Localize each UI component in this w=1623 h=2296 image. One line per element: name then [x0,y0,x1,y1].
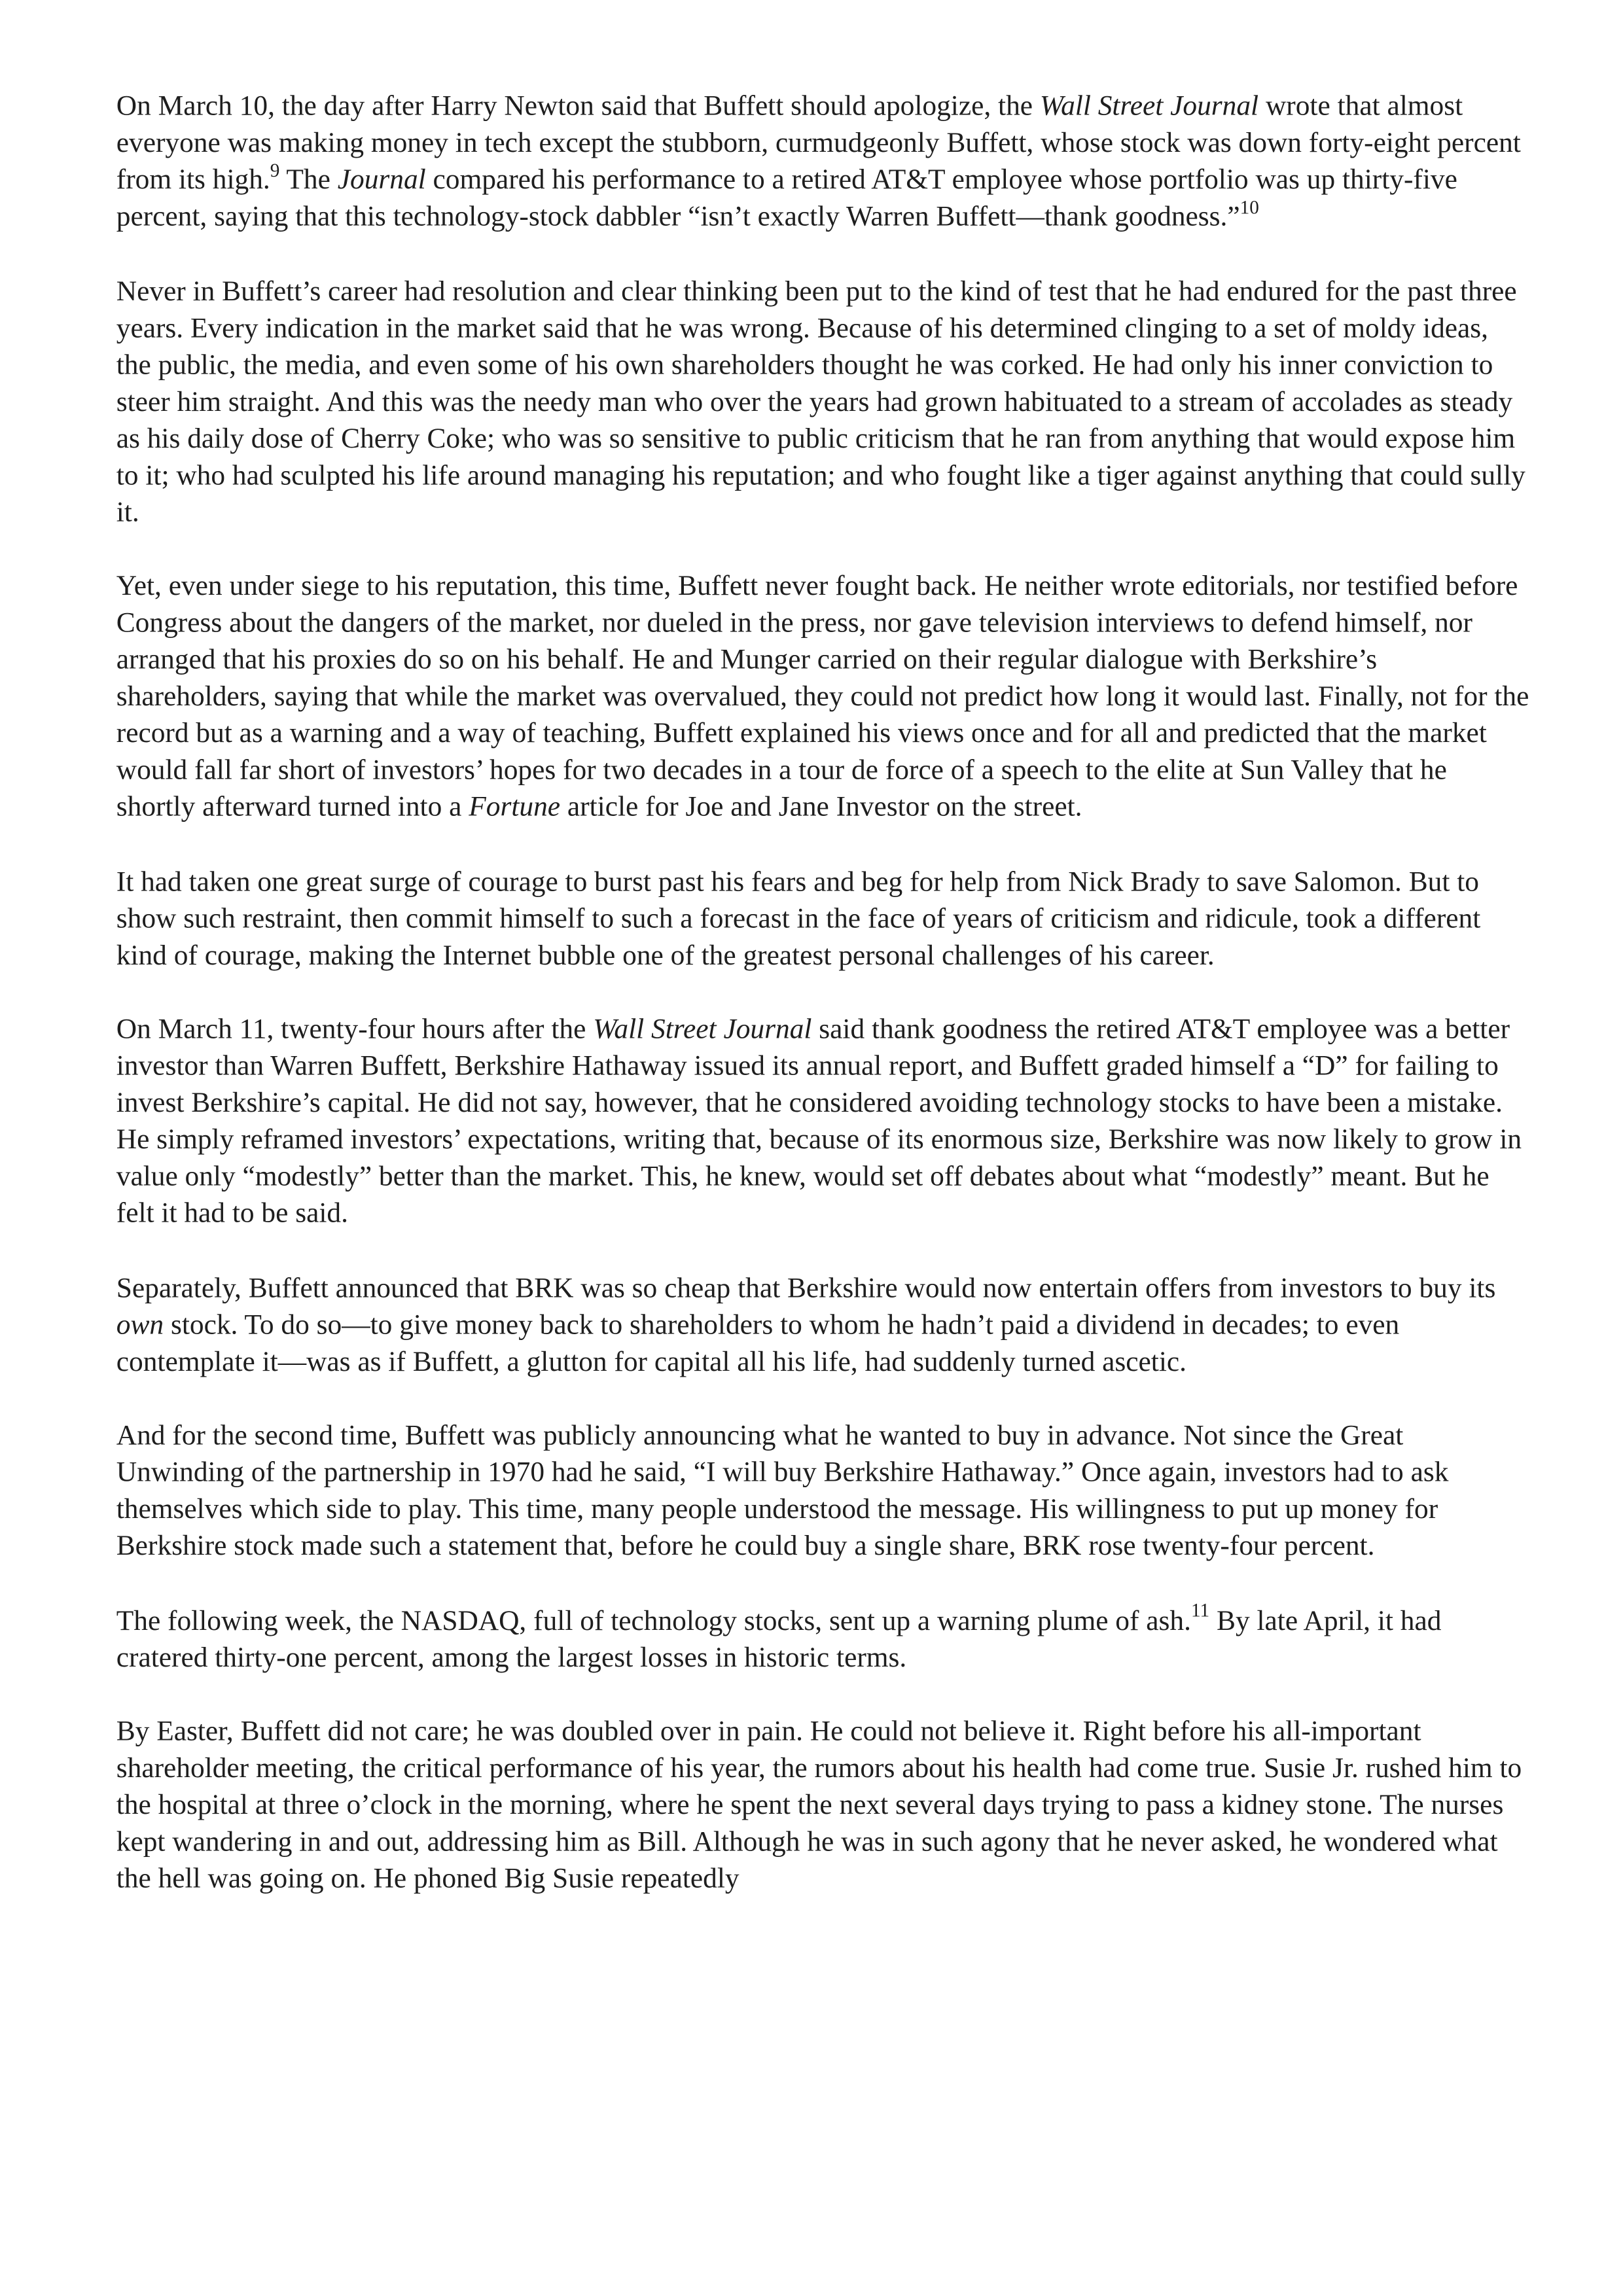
text-run: And for the second time, Buffett was publicly announcing what he wanted to buy in advance. Not since the Great Unwinding of the partnership in 1970 had he said, “I will buy Berkshire Hathaway.” Once again, investors had to ask themselves which side to play. This time, many people understood the message. His willingness to put up money for Berkshire stock made such a statement that, before he could buy a single share, BRK rose twenty-four percent. [116,1421,1449,1563]
text-run: It had taken one great surge of courage to burst past his fears and beg for help from Nick Brady to save Salomon. But to show such restraint, then commit himself to such a forecast in the face of years of criticism and ridicule, took a different kind of courage, making the Internet bubble one of the greatest personal challenges of his career. [116,866,1481,971]
paragraph [116,88,1530,236]
paragraph [116,1598,1530,1676]
paragraph [116,1012,1530,1233]
text-run: The following week, the NASDAQ, full of technology stocks, sent up a warning plume of ash. [116,1605,1191,1636]
text-run: Separately, Buffett announced that BRK was so cheap that Berkshire would now entertain offers from investors to buy its [116,1273,1496,1304]
body-text [116,88,1530,1935]
paragraph [116,1714,1530,1898]
text-run: compared his performance to a retired AT&T employee whose portfolio was up thirty-five percent, saying that this technology-stock dabbler “isn’t exactly Warren Buffett—thank goodness.” [116,165,1457,233]
text-run: Never in Buffett’s career had resolution and clear thinking been put to the kind of test that he had endured for the past three years. Every indication in the market said that he was wrong. Because of his determined clinging to a set of moldy ideas, the public, the media, and even some of his own shareholders thought he was corked. He had only his inner conviction to steer him straight. And this was the needy man who over the years had grown habituated to a stream of accolades as steady as his daily dose of Cherry Coke; who was so sensitive to public criticism that he ran from anything that would expose him to it; who had sculpted his life around managing his reputation; and who fought like a tiger against anything that could sully it. [116,275,1525,528]
footnote-marker: 10 [1240,195,1259,218]
text-run: On March 11, twenty-four hours after the [116,1014,594,1046]
paragraph [116,864,1530,974]
paragraph [116,273,1530,531]
italic-text: own [116,1309,164,1341]
text-run: On March 10, the day after Harry Newton said that Buffett should apologize, the [116,91,1040,122]
italic-text: Wall Street Journal [1039,91,1259,122]
text-run: Yet, even under siege to his reputation, this time, Buffett never fought back. He neither wrote editorials, nor testified before Congress about the dangers of the market, nor dueled in the press, nor gave television interviews to defend himself, nor arranged that his proxies do so on his behalf. He and Munger carried on their regular dialogue with Berkshire’s shareholders, saying that while the market was overvalued, they could not predict how long it would last. Finally, not for the record but as a warning and a way of teaching, Buffett explained his views once and for all and predicted that the market would fall far short of investors’ hopes for two decades in a tour de force of a speech to the elite at Sun Valley that he shortly afterward turned into a [116,571,1529,823]
italic-text: Fortune [469,792,561,823]
footnote-marker: 9 [270,158,280,181]
paragraph [116,1418,1530,1565]
text-run: stock. To do so—to give money back to shareholders to whom he hadn’t paid a dividend in decades; to even contemplate it—was as if Buffett, a glutton for capital all his life, had suddenly turned ascetic. [116,1309,1400,1377]
italic-text: Wall Street Journal [593,1014,812,1046]
text-run: said thank goodness the retired AT&T employee was a better investor than Warren Buffett, Berkshire Hathaway issued its annual report, and Buffett graded himself a “D” for failing to invest Berkshire’s capital. He did not say, however, that he considered avoiding technology stocks to have been a mistake. He simply reframed investors’ expectations, writing that, because of its enormous size, Berkshire was now likely to grow in value only “modestly” better than the market. This, he knew, would set off debates about what “modestly” meant. But he felt it had to be said. [116,1014,1522,1229]
text-run: By late April, it had cratered thirty-one percent, among the largest losses in historic terms. [116,1605,1442,1674]
footnote-marker: 11 [1190,1598,1210,1621]
text-run: The [279,165,338,196]
text-run: By Easter, Buffett did not care; he was doubled over in pain. He could not believe it. Right before his all-important shareholder meeting, the critical performance of his year, the rumors about his health had come true. Susie Jr. rushed him to the hospital at three o’clock in the morning, where he spent the next several days trying to pass a kidney stone. The nurses kept wandering in and out, addressing him as Bill. Although he was in such agony that he never asked, he wondered what the hell was going on. He phoned Big Susie repeatedly [116,1716,1522,1895]
text-run: article for Joe and Jane Investor on the street. [560,792,1082,823]
paragraph [116,569,1530,826]
italic-text: Journal [337,165,426,196]
text-run: wrote that almost everyone was making money in tech except the stubborn, curmudgeonly Buffett, whose stock was down forty-eight percent from its high. [116,91,1521,196]
paragraph [116,1270,1530,1381]
